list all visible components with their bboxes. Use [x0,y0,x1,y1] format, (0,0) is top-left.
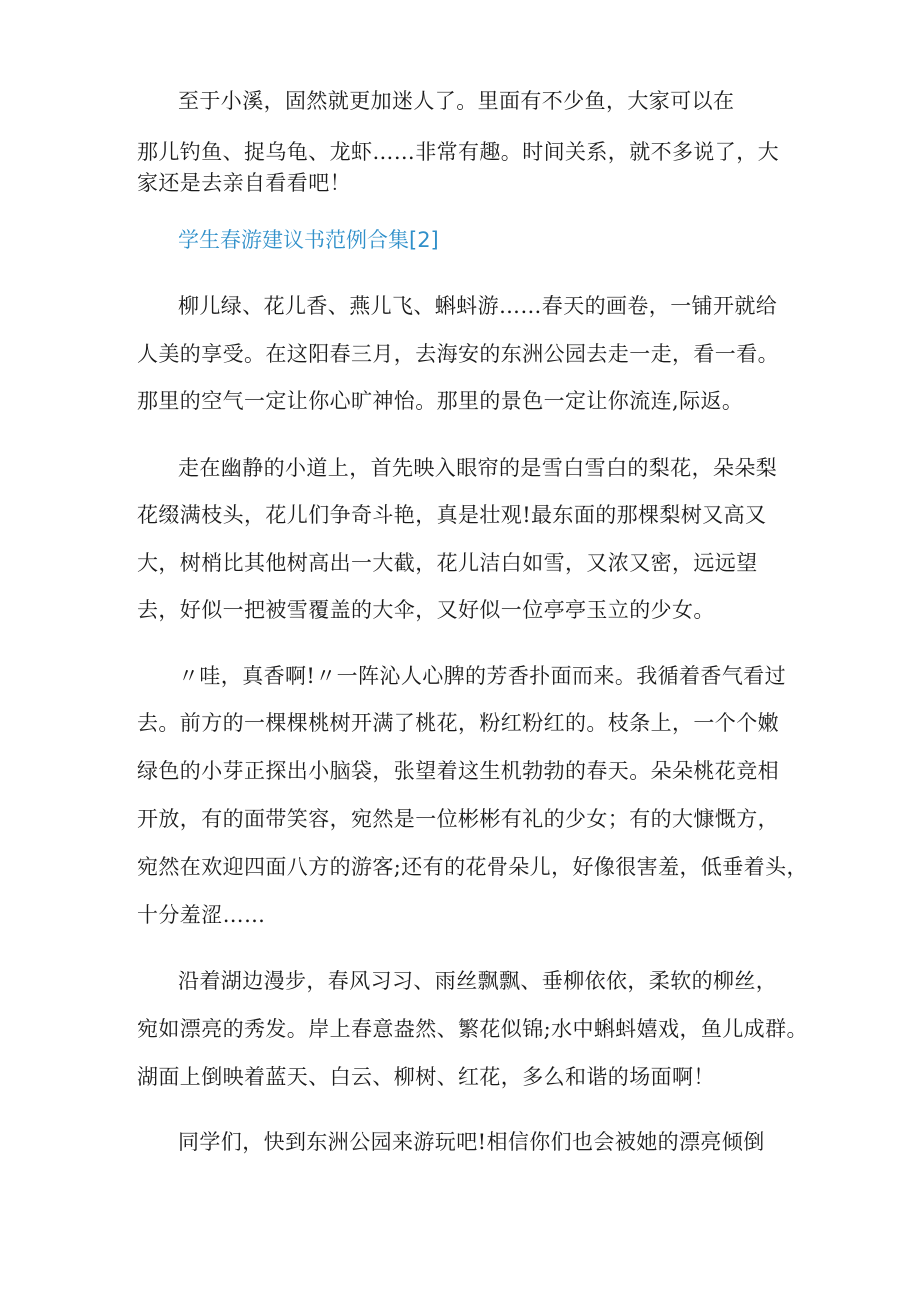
paragraph-line: 开放，有的面带笑容，宛然是一位彬彬有礼的少女；有的大慷慨方， [137,807,779,831]
paragraph-line: 同学们，快到东洲公园来游玩吧!相信你们也会被她的漂亮倾倒 [178,1130,765,1154]
paragraph-line: 湖面上倒映着蓝天、白云、柳树、红花，多么和谐的场面啊！ [137,1065,715,1089]
paragraph-line: 人美的享受。在这阳春三月，去海安的东洲公园去走一走，看一看。 [137,342,779,366]
paragraph-line: 大，树梢比其他树高出一大截，花儿洁白如雪，又浓又密，远远望 [137,551,758,575]
paragraph-line: 十分羞涩…… [137,903,266,927]
paragraph-line: 沿着湖边漫步，春风习习、雨丝飘飘、垂柳依依，柔软的柳丝， [178,969,778,993]
paragraph-line: 宛然在欢迎四面八方的游客;还有的花骨朵儿，好像很害羞，低垂着头， [137,855,808,879]
paragraph-line: 去，好似一把被雪覆盖的大伞，又好似一位亭亭玉立的少女。 [137,598,715,622]
paragraph-line: 家还是去亲自看看吧！ [137,171,351,195]
paragraph-line: 宛如漂亮的秀发。岸上春意盎然、繁花似锦;水中蝌蚪嬉戏，鱼儿成群。 [137,1017,808,1041]
paragraph-line: 那儿钓鱼、捉乌龟、龙虾……非常有趣。时间关系，就不多说了，大 [137,140,779,164]
paragraph-line: 花缀满枝头，花儿们争奇斗艳，真是壮观!最东面的那棵梨树又高又 [137,503,767,527]
paragraph-line: 走在幽静的小道上，首先映入眼帘的是雪白雪白的梨花，朵朵梨 [178,456,778,480]
paragraph-line: 绿色的小芽正探出小脑袋，张望着这生机勃勃的春天。朵朵桃花竞相 [137,759,779,783]
paragraph-line: 柳儿绿、花儿香、燕儿飞、蝌蚪游……春天的画卷，一铺开就给 [178,294,778,318]
paragraph-line: 去。前方的一棵棵桃树开满了桃花，粉红粉红的。枝条上，一个个嫩 [137,711,779,735]
section-heading: 学生春游建议书范例合集[2] [178,228,439,252]
paragraph-line: 〃哇，真香啊!〃一阵沁人心脾的芳香扑面而来。我循着香气看过 [178,664,787,688]
paragraph-line: 那里的空气一定让你心旷神怡。那里的景色一定让你流连,际返。 [137,389,744,413]
paragraph-line: 至于小溪，固然就更加迷人了。里面有不少鱼，大家可以在 [178,89,735,113]
